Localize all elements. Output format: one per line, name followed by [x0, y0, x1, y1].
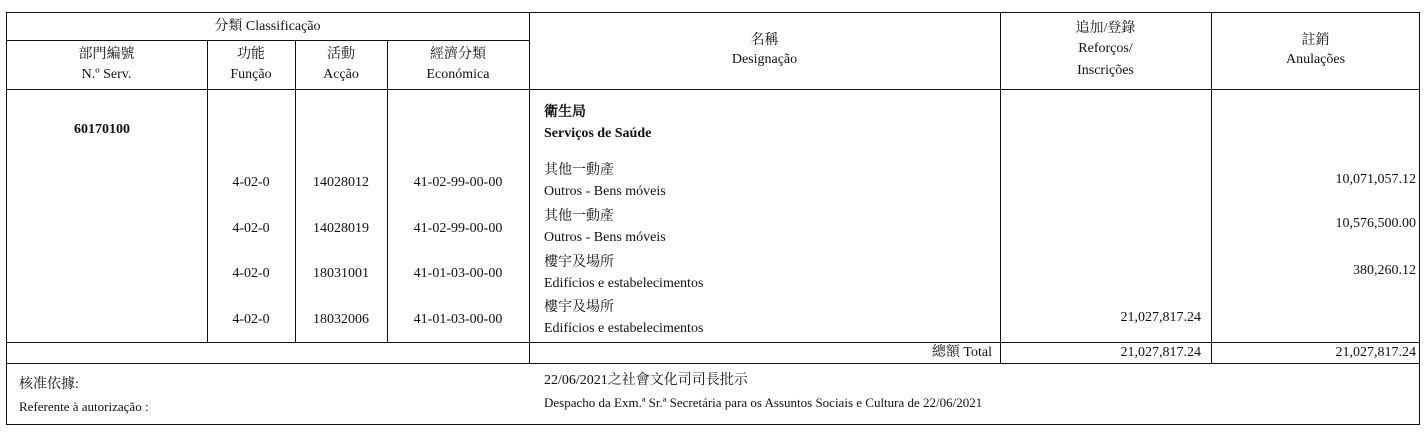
serv-header-zh: 部門編號 [78, 47, 135, 62]
row-anulacoes: 10,071,057.12 [1335, 172, 1416, 187]
row-name-zh: 樓宇及場所 [544, 255, 614, 270]
accao-header-zh: 活動 [327, 47, 355, 62]
classification-subheader-line [6, 40, 529, 41]
row-accao: 14028019 [313, 221, 369, 236]
total-label [900, 344, 992, 362]
row-economica: 41-02-99-00-00 [413, 221, 503, 236]
row-name-pt: Outros - Bens móveis [544, 184, 666, 199]
row-reforcos: 21,027,817.24 [1120, 310, 1201, 325]
despacho-pt: Despacho da Exm.ª Sr.ª Secretária para os Assuntos Sociais e Cultura de 22/06/2021 [544, 395, 983, 410]
classification-header: 分類 Classificação [214, 19, 321, 34]
row-funcao: 4-02-0 [232, 175, 270, 190]
row-accao: 18031001 [313, 266, 369, 281]
reforcos-header-pt2: Inscrições [1077, 63, 1134, 78]
row-accao: 14028012 [313, 175, 369, 190]
row-name-pt: Edifícios e estabelecimentos [544, 321, 704, 336]
total-label-pt: Total [963, 345, 992, 360]
row-anulacoes: 10,576,500.00 [1335, 216, 1416, 231]
row-funcao: 4-02-0 [232, 266, 270, 281]
designacao-header-pt: Designação [731, 52, 798, 67]
header-bottom-line [6, 89, 1420, 90]
authorization-label-zh: 核准依據: [19, 377, 79, 392]
row-anulacoes: 380,260.12 [1353, 263, 1416, 278]
row-name-pt: Edifícios e estabelecimentos [544, 276, 704, 291]
row-economica: 41-01-03-00-00 [413, 312, 503, 327]
department-name-zh: 衛生局 [544, 105, 586, 120]
row-economica: 41-01-03-00-00 [413, 266, 503, 281]
economica-header-pt: Económica [426, 67, 490, 82]
economica-header-zh: 經濟分類 [430, 47, 486, 62]
funcao-header-pt: Função [230, 67, 272, 82]
row-name-zh: 其他一動產 [544, 209, 614, 224]
reforcos-header-zh: 追加/登錄 [1075, 21, 1136, 36]
department-code: 60170100 [74, 122, 130, 137]
row-funcao: 4-02-0 [232, 221, 270, 236]
department-name-pt: Serviços de Saúde [544, 126, 652, 141]
funcao-header-zh: 功能 [237, 47, 265, 62]
designacao-header-zh: 名稱 [750, 33, 779, 48]
row-name-pt: Outros - Bens móveis [544, 230, 666, 245]
total-anulacoes: 21,027,817.24 [1335, 345, 1416, 360]
row-funcao: 4-02-0 [232, 312, 270, 327]
total-bottom-line [6, 363, 1420, 364]
reforcos-header-pt1: Reforços/ [1078, 41, 1133, 56]
row-name-zh: 樓宇及場所 [544, 300, 614, 315]
accao-header-pt: Acção [323, 67, 359, 82]
total-label-zh: 總額 [931, 345, 960, 360]
row-name-zh: 其他一動產 [544, 163, 614, 178]
despacho-zh: 22/06/2021之社會文化司司長批示 [544, 373, 748, 388]
anulacoes-header-zh: 註銷 [1301, 33, 1330, 48]
row-economica: 41-02-99-00-00 [413, 175, 503, 190]
row-accao: 18032006 [313, 312, 369, 327]
authorization-label-pt: Referente à autorização : [19, 399, 149, 414]
total-reforcos: 21,027,817.24 [1120, 345, 1201, 360]
serv-header-pt: N.º Serv. [81, 67, 132, 82]
anulacoes-header-pt: Anulações [1285, 52, 1346, 67]
total-top-line [6, 342, 1420, 343]
